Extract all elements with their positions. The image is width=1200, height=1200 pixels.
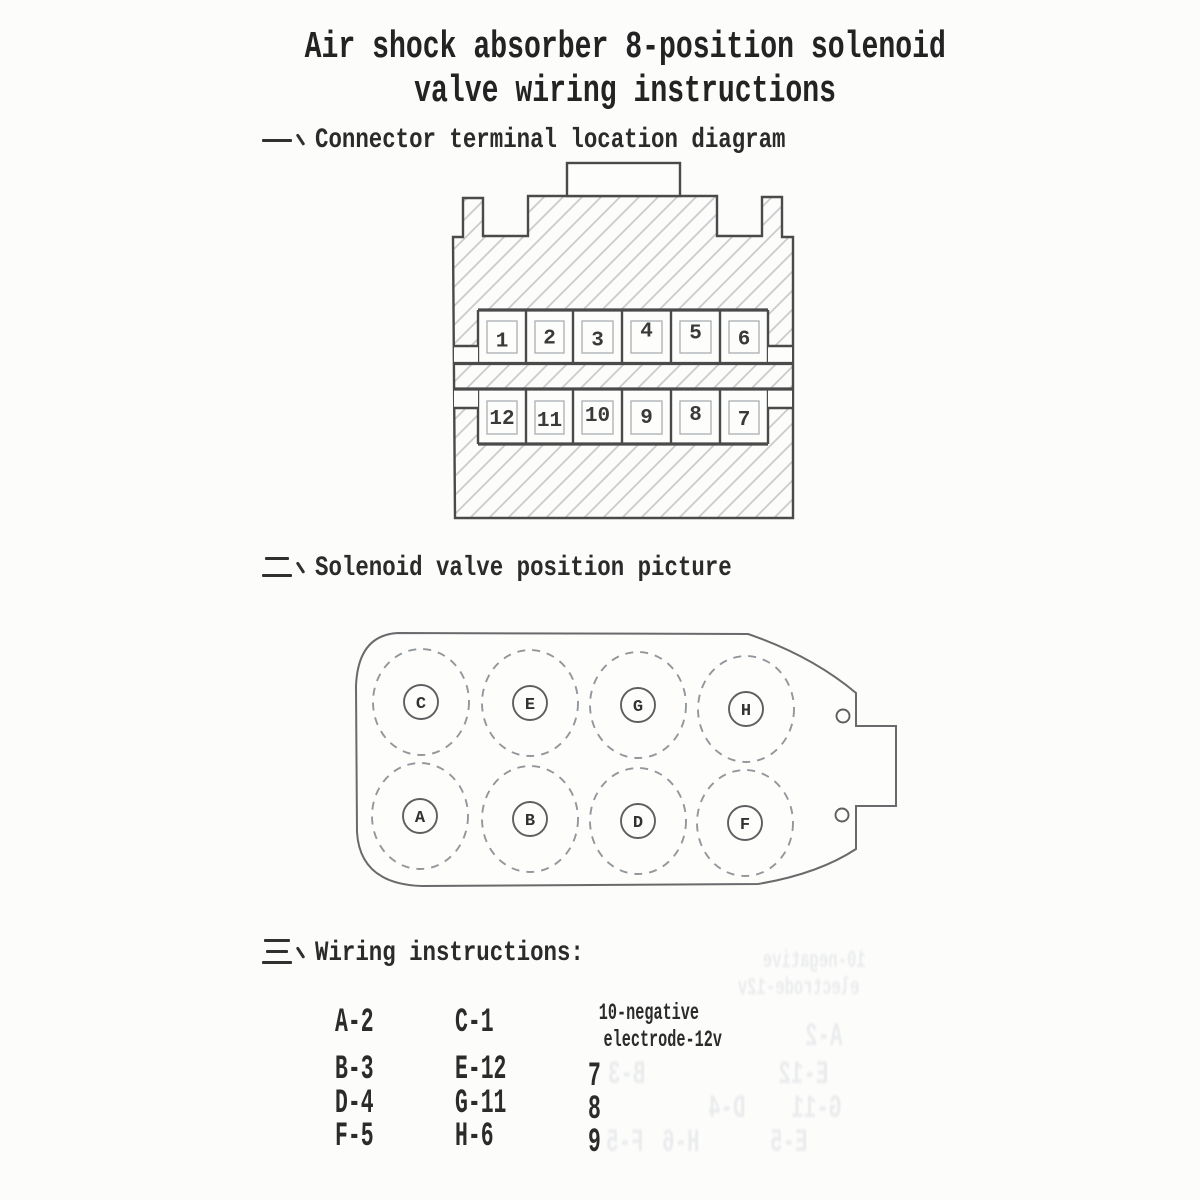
cjk-numeral-three [262,938,293,968]
valve-port-letter: C [415,695,427,714]
connector-top-tab [567,163,680,196]
ghost-text: A-2 [805,1018,843,1055]
ghost-text: 10-negative [762,948,866,975]
terminal-number: 6 [737,328,751,352]
wiring-terminal [588,1060,608,1094]
cjk-stroke [265,557,289,560]
cjk-comma-icon [293,125,309,155]
terminal-number: 7 [737,409,751,432]
ghost-text: F-5 [606,1124,644,1161]
terminal-number: 2 [543,327,556,351]
wiring-terminal [588,1126,608,1160]
valve-port-letter: G [632,698,644,717]
valve-port-letter: A [414,809,426,828]
valve-port-letter: F [739,816,751,835]
wiring-pair-label: E-12 [455,1051,507,1089]
wiring-pair-label: H-6 [455,1118,494,1156]
ghost-text: H-6 [662,1124,700,1161]
cjk-comma-icon [293,553,309,583]
valve-port-letter: E [524,696,536,715]
terminal-number: 5 [689,322,702,346]
ghost-text: E-5 [770,1124,808,1161]
wiring-pair-label: F-5 [335,1118,374,1156]
cjk-comma-icon [293,938,309,968]
wiring-terminal-label: 7 [588,1058,601,1096]
ghost-text: B-3 [608,1056,646,1093]
ghost-text: G-11 [791,1090,842,1127]
section-heading-2 [262,552,836,584]
wiring-pair [335,1087,396,1121]
terminal-number: 12 [489,408,515,431]
ghost-text: D-4 [708,1090,746,1127]
cjk-stroke [262,139,292,142]
solenoid-valve-diagram [330,600,920,915]
wiring-pair [455,1120,516,1154]
cjk-stroke [262,961,292,964]
terminal-number: 4 [640,320,653,344]
title-line-1: Air shock absorber 8-position solenoid [304,26,946,69]
valve-port-letter: B [524,812,536,831]
wiring-pair-label: G-11 [455,1085,507,1123]
wiring-pair [455,1053,537,1087]
wiring-pair [335,1006,396,1040]
cjk-stroke [262,574,292,577]
terminal-number: 1 [495,330,509,354]
terminal-number: 11 [536,410,563,433]
valve-port-letter: D [632,814,644,833]
section-2-title: Solenoid valve position picture [315,552,732,584]
wiring-pair-label: D-4 [335,1085,374,1123]
wiring-pair-label: C-1 [455,1004,494,1042]
mounting-hole [836,809,849,822]
section-heading-3 [262,937,651,969]
page-title [50,26,1200,114]
cjk-stroke [266,950,288,953]
wiring-pair [455,1006,516,1040]
valve-port-letter: H [740,702,752,721]
note-line-1: 10-negative [598,1000,700,1026]
terminal-number: 3 [591,329,604,353]
valve-body [356,633,856,886]
wiring-pair [335,1120,396,1154]
cjk-numeral-one [262,125,293,155]
connector-terminal-diagram [425,150,815,545]
terminal-number: 8 [689,404,702,427]
wiring-pair [455,1087,537,1121]
wiring-pair [335,1053,396,1087]
cjk-numeral-two [262,553,293,583]
negative-electrode-note [573,1000,722,1054]
wiring-terminal-label: 8 [588,1091,601,1129]
wiring-terminal [588,1093,608,1127]
wiring-pair-label: A-2 [335,1004,374,1042]
ghost-text: E-12 [778,1056,829,1093]
note-line-2: electrode-12v [603,1027,722,1053]
title-line-2: valve wiring instructions [414,70,836,113]
terminal-number: 10 [584,405,611,428]
wiring-pair-label: B-3 [335,1051,374,1089]
section-3-title: Wiring instructions: [315,937,584,969]
terminal-number: 9 [640,407,653,430]
wiring-terminal-label: 9 [588,1124,601,1162]
cjk-stroke [264,939,290,942]
ghost-text: electrode-12v [737,975,860,1002]
mounting-hole [837,710,850,723]
section-1-title: Connector terminal location diagram [315,124,786,156]
